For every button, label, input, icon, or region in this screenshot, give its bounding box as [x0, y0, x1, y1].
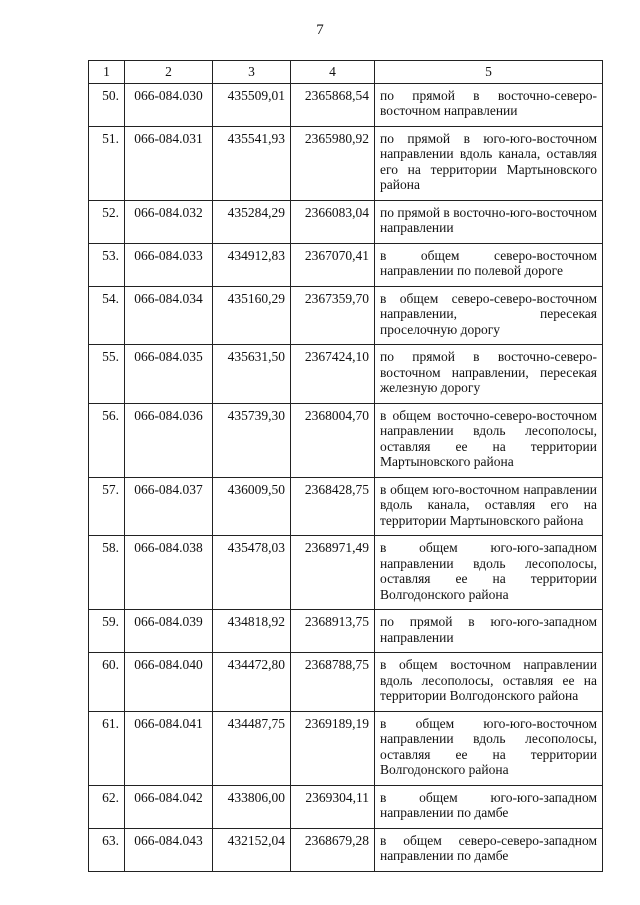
coordinate-y: 2366083,04: [291, 200, 375, 243]
coordinate-x: 434912,83: [213, 243, 291, 286]
column-header: 1: [89, 61, 125, 84]
table-row: [89, 610, 603, 653]
point-code: 066-084.030: [125, 83, 213, 126]
row-number: 63.: [89, 828, 125, 871]
boundary-description: в общем северо-северо-западном направлении по дамбе: [375, 828, 603, 871]
coordinate-y: 2369189,19: [291, 711, 375, 785]
point-code: 066-084.036: [125, 403, 213, 477]
boundary-description: по прямой в юго-юго-восточном направлении вдоль канала, оставляя его на территории Мартыновского района: [375, 126, 603, 200]
coordinate-x: 435160,29: [213, 286, 291, 345]
coordinate-y: 2368971,49: [291, 536, 375, 610]
table-row: [89, 286, 603, 345]
coordinate-x: 436009,50: [213, 477, 291, 536]
table-row: [89, 653, 603, 712]
boundary-description: в общем северо-восточном направлении по полевой дороге: [375, 243, 603, 286]
boundary-description: по прямой в юго-юго-западном направлении: [375, 610, 603, 653]
row-number: 52.: [89, 200, 125, 243]
row-number: 58.: [89, 536, 125, 610]
coordinate-y: 2368913,75: [291, 610, 375, 653]
coordinate-y: 2368679,28: [291, 828, 375, 871]
table-header-row: [89, 61, 603, 84]
coordinate-x: 435509,01: [213, 83, 291, 126]
coordinate-y: 2367359,70: [291, 286, 375, 345]
page-number: 7: [316, 22, 324, 38]
point-code: 066-084.040: [125, 653, 213, 712]
table-body: [89, 83, 603, 871]
table-row: [89, 243, 603, 286]
coordinate-x: 435478,03: [213, 536, 291, 610]
coordinate-y: 2369304,11: [291, 785, 375, 828]
coordinate-x: 434472,80: [213, 653, 291, 712]
coordinate-y: 2368428,75: [291, 477, 375, 536]
coordinate-y: 2368004,70: [291, 403, 375, 477]
coordinate-y: 2365868,54: [291, 83, 375, 126]
coordinate-x: 435284,29: [213, 200, 291, 243]
boundary-description: в общем юго-юго-восточном направлении вдоль лесополосы, оставляя ее на территории Волгодонского района: [375, 711, 603, 785]
row-number: 59.: [89, 610, 125, 653]
row-number: 51.: [89, 126, 125, 200]
point-code: 066-084.038: [125, 536, 213, 610]
point-code: 066-084.035: [125, 345, 213, 404]
column-header: 4: [291, 61, 375, 84]
point-code: 066-084.032: [125, 200, 213, 243]
table-row: [89, 785, 603, 828]
point-code: 066-084.034: [125, 286, 213, 345]
table-row: [89, 126, 603, 200]
boundary-description: по прямой в восточно-северо-восточном направлении: [375, 83, 603, 126]
row-number: 55.: [89, 345, 125, 404]
coordinate-x: 432152,04: [213, 828, 291, 871]
point-code: 066-084.042: [125, 785, 213, 828]
boundary-description: по прямой в восточно-юго-восточном направлении: [375, 200, 603, 243]
coordinate-x: 435631,50: [213, 345, 291, 404]
boundary-description: в общем юго-юго-западном направлении по дамбе: [375, 785, 603, 828]
column-header: 2: [125, 61, 213, 84]
coordinate-y: 2367424,10: [291, 345, 375, 404]
row-number: 56.: [89, 403, 125, 477]
table-row: [89, 403, 603, 477]
row-number: 62.: [89, 785, 125, 828]
table-row: [89, 345, 603, 404]
boundary-points-table: [88, 60, 603, 872]
coordinate-x: 434487,75: [213, 711, 291, 785]
coordinate-x: 434818,92: [213, 610, 291, 653]
point-code: 066-084.041: [125, 711, 213, 785]
row-number: 60.: [89, 653, 125, 712]
coordinate-y: 2368788,75: [291, 653, 375, 712]
row-number: 61.: [89, 711, 125, 785]
column-header: 5: [375, 61, 603, 84]
point-code: 066-084.043: [125, 828, 213, 871]
point-code: 066-084.037: [125, 477, 213, 536]
boundary-description: в общем северо-северо-восточном направлении, пересекая проселочную дорогу: [375, 286, 603, 345]
row-number: 53.: [89, 243, 125, 286]
coordinate-x: 435739,30: [213, 403, 291, 477]
boundary-description: по прямой в восточно-северо-восточном направлении, пересекая железную дорогу: [375, 345, 603, 404]
column-header: 3: [213, 61, 291, 84]
point-code: 066-084.039: [125, 610, 213, 653]
row-number: 54.: [89, 286, 125, 345]
coordinate-x: 433806,00: [213, 785, 291, 828]
table-row: [89, 83, 603, 126]
coordinate-x: 435541,93: [213, 126, 291, 200]
table-row: [89, 536, 603, 610]
row-number: 50.: [89, 83, 125, 126]
coordinate-y: 2365980,92: [291, 126, 375, 200]
point-code: 066-084.033: [125, 243, 213, 286]
table-row: [89, 711, 603, 785]
table-row: [89, 200, 603, 243]
row-number: 57.: [89, 477, 125, 536]
boundary-description: в общем юго-восточном направлении вдоль канала, оставляя его на территории Мартыновского района: [375, 477, 603, 536]
point-code: 066-084.031: [125, 126, 213, 200]
table-row: [89, 828, 603, 871]
table-row: [89, 477, 603, 536]
boundary-description: в общем юго-юго-западном направлении вдоль лесополосы, оставляя ее на территории Волгодонского района: [375, 536, 603, 610]
boundary-description: в общем восточном направлении вдоль лесополосы, оставляя ее на территории Волгодонского района: [375, 653, 603, 712]
coordinate-y: 2367070,41: [291, 243, 375, 286]
boundary-description: в общем восточно-северо-восточном направлении вдоль лесополосы, оставляя ее на территории Мартыновского района: [375, 403, 603, 477]
